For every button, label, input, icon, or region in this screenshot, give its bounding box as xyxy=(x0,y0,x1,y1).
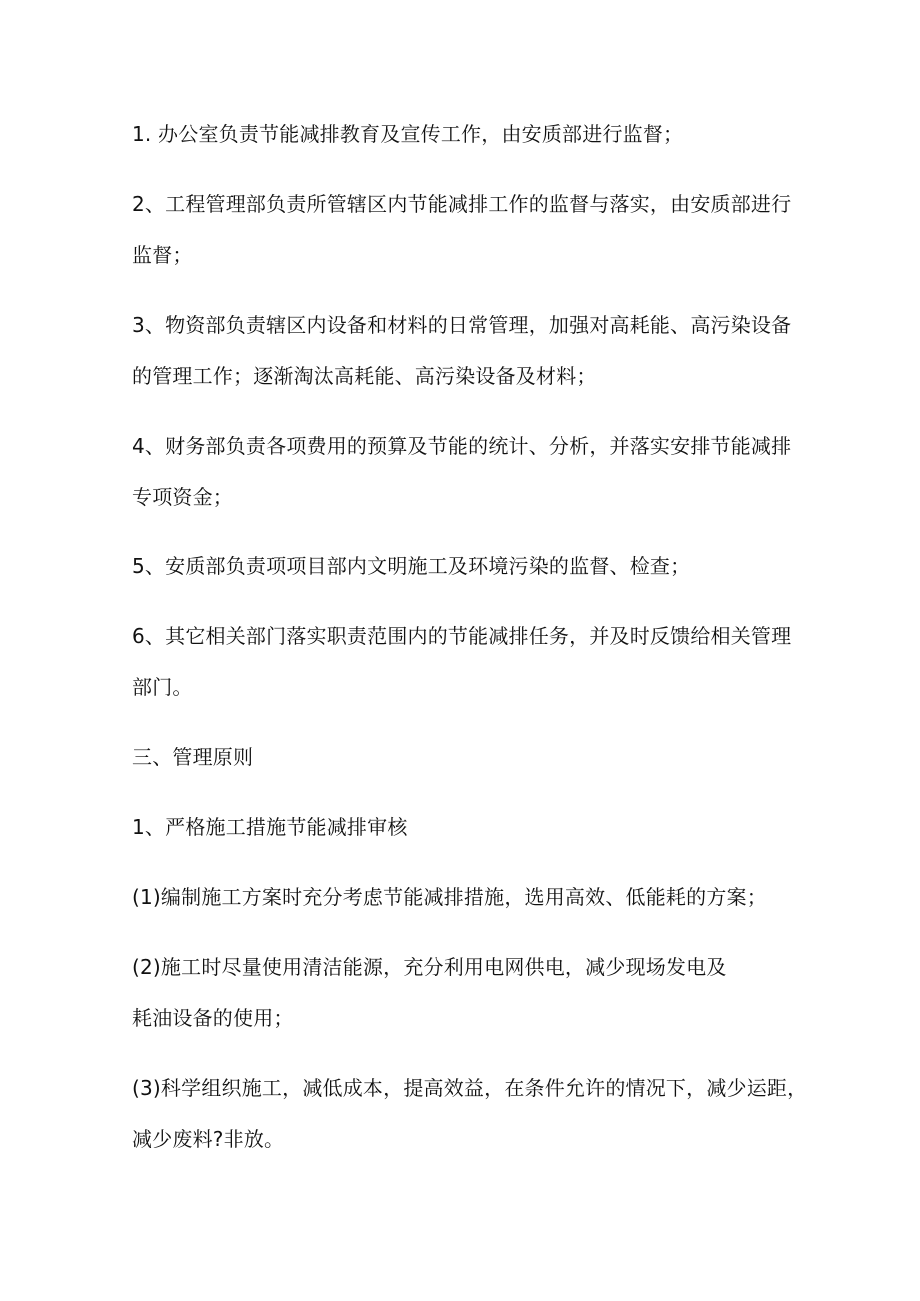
item-3-line-2: 的管理工作；逐渐淘汰高耗能、高污染设备及材料； xyxy=(132,364,597,388)
sub-item-3-line-1: (3)科学组织施工，减低成本，提高效益，在条件允许的情况下，减少运距， xyxy=(132,1076,808,1100)
item-4-line-2: 专项资金； xyxy=(132,485,233,509)
item-5-line-1: 5、安质部负责项项目部内文明施工及环境污染的监督、检查； xyxy=(132,554,691,578)
sub-item-3-line-2: 减少废料?非放。 xyxy=(132,1127,285,1151)
item-6-line-2: 部门。 xyxy=(132,675,193,699)
item-1-line-1: 1. 办公室负责节能减排教育及宣传工作，由安质部进行监督； xyxy=(132,122,684,146)
sub-item-2-line-2: 耗油设备的使用； xyxy=(132,1006,294,1030)
item-3-line-1: 3、物资部负责辖区内设备和材料的日常管理，加强对高耗能、高污染设备 xyxy=(132,313,792,337)
item-4-line-1: 4、财务部负责各项费用的预算及节能的统计、分析，并落实安排节能减排 xyxy=(132,434,792,458)
item-2-line-2: 监督； xyxy=(132,243,193,267)
subsection-heading: 1、严格施工措施节能减排审核 xyxy=(132,815,408,839)
section-heading: 三、管理原则 xyxy=(132,745,254,769)
sub-item-1-line-1: (1)编制施工方案时充分考虑节能减排措施，选用高效、低能耗的方案； xyxy=(132,885,767,909)
sub-item-2-line-1: (2)施工时尽量使用清洁能源，充分利用电网供电，减少现场发电及 xyxy=(132,955,727,979)
item-6-line-1: 6、其它相关部门落实职责范围内的节能减排任务，并及时反馈给相关管理 xyxy=(132,624,792,648)
item-2-line-1: 2、工程管理部负责所管辖区内节能减排工作的监督与落实，由安质部进行 xyxy=(132,192,792,216)
